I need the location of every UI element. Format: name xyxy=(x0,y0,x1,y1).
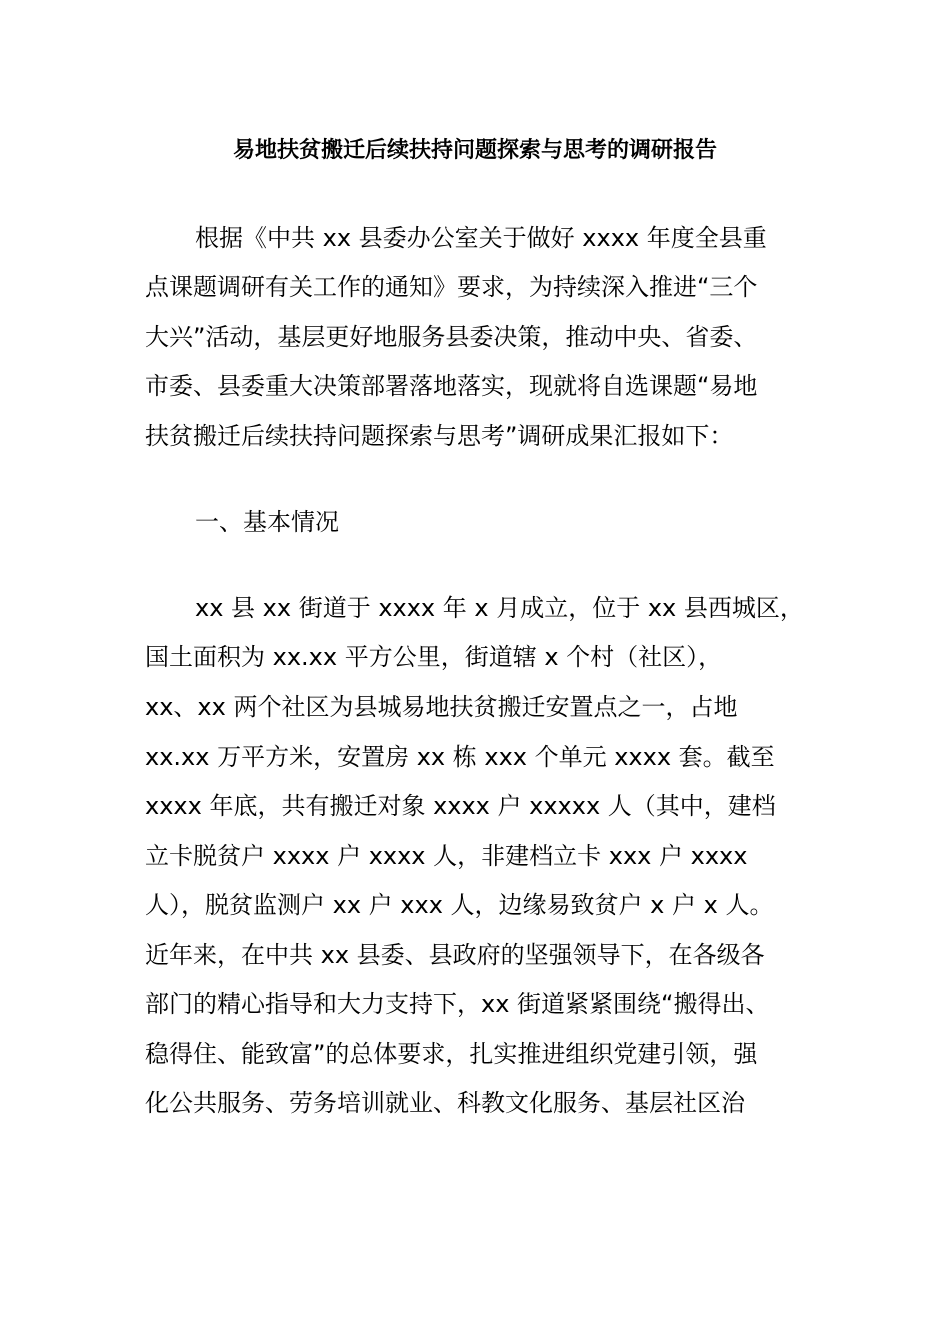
intro-line-3: 大兴”活动，基层更好地服务县委决策，推动中央、省委、 xyxy=(145,323,758,351)
body-line-11: 化公共服务、劳务培训就业、科教文化服务、基层社区治 xyxy=(145,1089,745,1117)
body-line-7: 人），脱贫监测户 xx 户 xxx 人，边缘易致贫户 x 户 x 人。 xyxy=(145,891,774,919)
section-heading: 一、基本情况 xyxy=(195,508,339,536)
body-line-4: xx.xx 万平方米，安置房 xx 栋 xxx 个单元 xxxx 套。截至 xyxy=(145,743,775,771)
intro-line-5: 扶贫搬迁后续扶持问题探索与思考”调研成果汇报如下： xyxy=(145,422,734,450)
intro-line-1: 根据《中共 xx 县委办公室关于做好 xxxx 年度全县重 xyxy=(195,224,767,252)
body-line-3: xx、xx 两个社区为县城易地扶贫搬迁安置点之一，占地 xyxy=(145,693,738,721)
body-line-1: xx 县 xx 街道于 xxxx 年 x 月成立，位于 xx 县西城区， xyxy=(195,594,804,622)
body-line-8: 近年来，在中共 xx 县委、县政府的坚强领导下，在各级各 xyxy=(145,941,765,969)
body-line-6: 立卡脱贫户 xxxx 户 xxxx 人，非建档立卡 xxx 户 xxxx xyxy=(145,842,748,870)
document-title: 易地扶贫搬迁后续扶持问题探索与思考的调研报告 xyxy=(232,138,717,163)
body-line-2: 国土面积为 xx.xx 平方公里，街道辖 x 个村（社区）， xyxy=(145,643,723,671)
intro-line-4: 市委、县委重大决策部署落地落实，现就将自选课题“易地 xyxy=(145,372,758,400)
body-line-10: 稳得住、能致富”的总体要求，扎实推进组织党建引领，强 xyxy=(145,1040,758,1068)
intro-line-2: 点课题调研有关工作的通知》要求，为持续深入推进“三个 xyxy=(145,273,758,301)
body-line-5: xxxx 年底，共有搬迁对象 xxxx 户 xxxxx 人（其中，建档 xyxy=(145,792,776,820)
body-line-9: 部门的精心指导和大力支持下，xx 街道紧紧围绕“搬得出、 xyxy=(145,990,770,1018)
